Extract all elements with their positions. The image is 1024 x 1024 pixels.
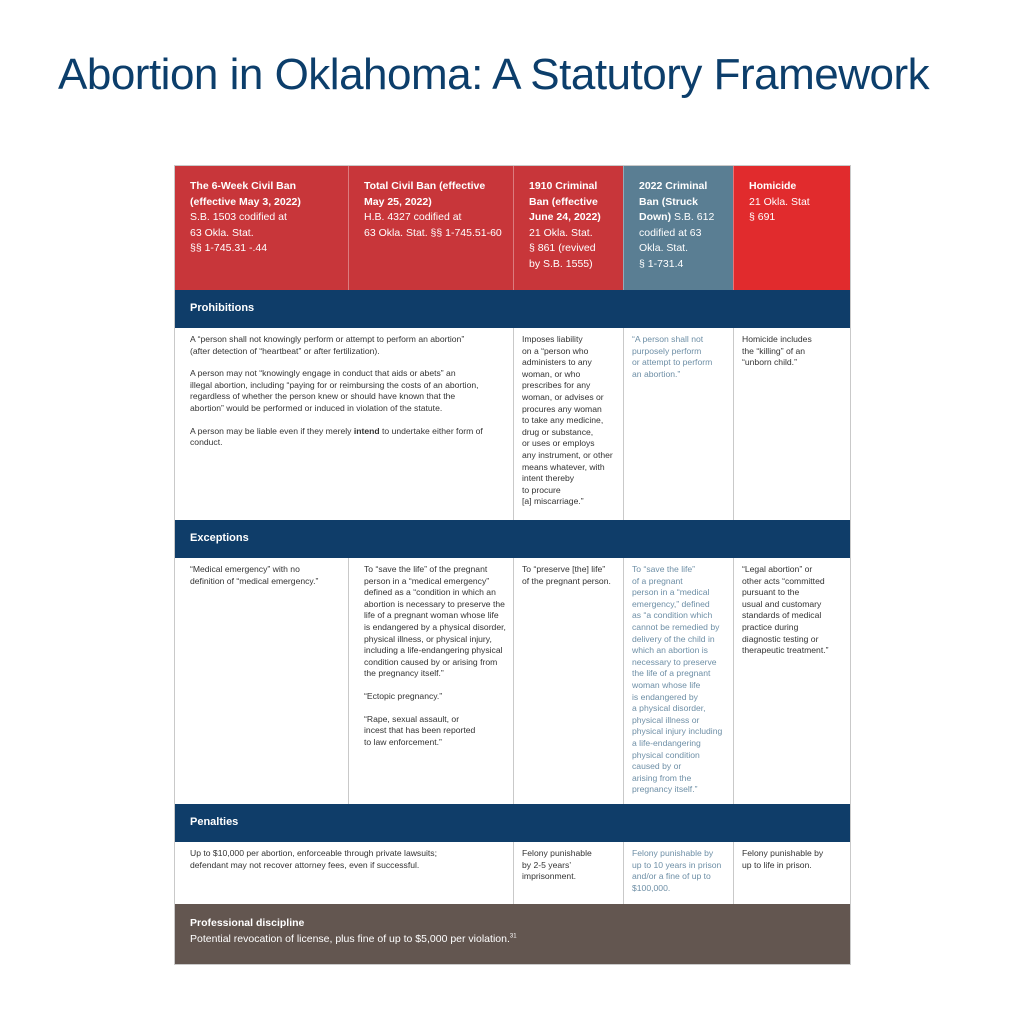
section-bar-exceptions [175,520,850,558]
discipline-title: Professional discipline [190,917,305,929]
section-label: Prohibitions [190,302,255,314]
exception-text: “Medical emergency” with no definition of “medical emergency.” [190,564,319,586]
exceptions-homicide-cell [733,558,850,804]
penalties-2022-cell [623,842,733,904]
header-citation: 21 Okla. Stat § 691 [749,195,810,223]
penalties-homicide-cell [733,842,850,904]
exceptions-2022-cell [623,558,733,804]
header-title: Total Civil Ban (effective May 25, 2022) [364,180,486,208]
penalty-text: Felony punishable by up to life in prison. [742,848,824,870]
header-citation: S.B. 612 codified at 63 Okla. Stat. § 1-731.4 [639,211,715,270]
prohibition-intent-text: A person may be liable even if they merely intend to undertake either form of conduct. [190,425,483,448]
prohibitions-1910-cell [513,328,623,520]
header-title: The 6-Week Civil Ban (effective May 3, 2022) [190,180,301,208]
exceptions-1910-cell [513,558,623,804]
prohibitions-homicide-cell [733,328,850,520]
header-citation: 21 Okla. Stat. § 861 (revived by S.B. 1555) [529,226,596,270]
penalties-1910-cell [513,842,623,904]
prohibition-text: “A person shall not purposely perform or attempt to perform an abortion.” [632,334,713,379]
header-total-civil-ban [348,166,513,290]
discipline-text [190,933,517,945]
prohibitions-row [175,328,850,520]
header-title: 2022 Criminal Ban (Struck Down) [639,180,708,223]
statutory-framework-table [174,165,851,965]
prohibition-text: A person may not “knowingly engage in conduct that aids or abets” an illegal abortion, including “paying for or reimbursing the costs of an abortion, regardless of whether the person knew or should have known that the abortion” would be performed or induced in violation of the statute. [190,368,479,413]
header-1910-criminal-ban [513,166,623,290]
prohibition-text: A “person shall not knowingly perform or attempt to perform an abortion” (after detection of “heartbeat” or after fertilization). [190,334,465,356]
exceptions-row [175,558,850,804]
header-six-week-civil-ban [175,166,348,290]
penalties-row [175,842,850,904]
section-bar-penalties [175,804,850,842]
penalty-text: Felony punishable by 2-5 years’ imprisonment. [522,848,592,882]
header-citation: S.B. 1503 codified at 63 Okla. Stat. §§ 1-745.31 -.44 [190,211,287,254]
exception-text: “Rape, sexual assault, or incest that has been reported to law enforcement.” [364,713,476,747]
section-label: Exceptions [190,532,249,544]
exception-text: “Ectopic pregnancy.” [364,690,443,701]
discipline-description: Potential revocation of license, plus fine of up to $5,000 per violation. [190,933,510,945]
prohibition-text: Homicide includes the “killing” of an “unborn child.” [742,334,812,368]
section-bar-prohibitions [175,290,850,328]
header-citation: H.B. 4327 codified at 63 Okla. Stat. §§ 1-745.51-60 [364,211,502,239]
professional-discipline-band [175,904,850,964]
header-2022-criminal-ban [623,166,733,290]
footnote-marker: 31 [509,933,517,940]
prohibitions-civil-bans-cell [175,328,513,520]
exception-text: To “save the life” of a pregnant person in a “medical emergency,” defined as “a condition which cannot be remedied by delivery of the child in which an abortion is necessary to preserve the life of a pregnant woman whose life is endangered by a physical disorder, physical illness or physical injury including a life-endangering physical condition caused by or arising from the pregnancy itself.” [632,564,723,795]
exception-text: To “preserve [the] life” of the pregnant person. [522,564,611,586]
penalty-text: Up to $10,000 per abortion, enforceable through private lawsuits; defendant may not recover attorney fees, even if successful. [190,848,437,870]
header-title: Homicide [749,180,797,192]
prohibition-text: Imposes liability on a “person who administers to any woman, or who prescribes for any woman, or advises or procures any woman to take any medicine, drug or substance, or uses or employs any instrument, or other means whatever, with intent thereby to procure [a] miscarriage.” [522,334,613,507]
section-label: Penalties [190,816,239,828]
exception-text: “Legal abortion” or other acts “committed pursuant to the usual and customary standards of medical practice during diagnostic testing or therapeutic treatment.” [742,564,829,656]
penalty-text: Felony punishable by up to 10 years in prison and/or a fine of up to $100,000. [632,848,722,893]
penalties-civil-cell [175,842,513,904]
table-header-row [175,166,850,290]
page-title: Abortion in Oklahoma: A Statutory Framework [58,50,930,99]
header-title: 1910 Criminal Ban (effective June 24, 2022) [529,180,601,223]
exception-text: To “save the life” of the pregnant person in a “medical emergency” defined as a “condition in which an abortion is necessary to preserve the life of a pregnant woman whose life is endangered by a physical disorder, physical illness, or physical injury, including a life-endangering physical condition caused by or arising from the pregnancy itself.” [364,564,506,679]
prohibitions-2022-cell [623,328,733,520]
header-homicide [733,166,850,290]
exceptions-six-week-cell [175,558,348,804]
exceptions-total-ban-cell [348,558,513,804]
